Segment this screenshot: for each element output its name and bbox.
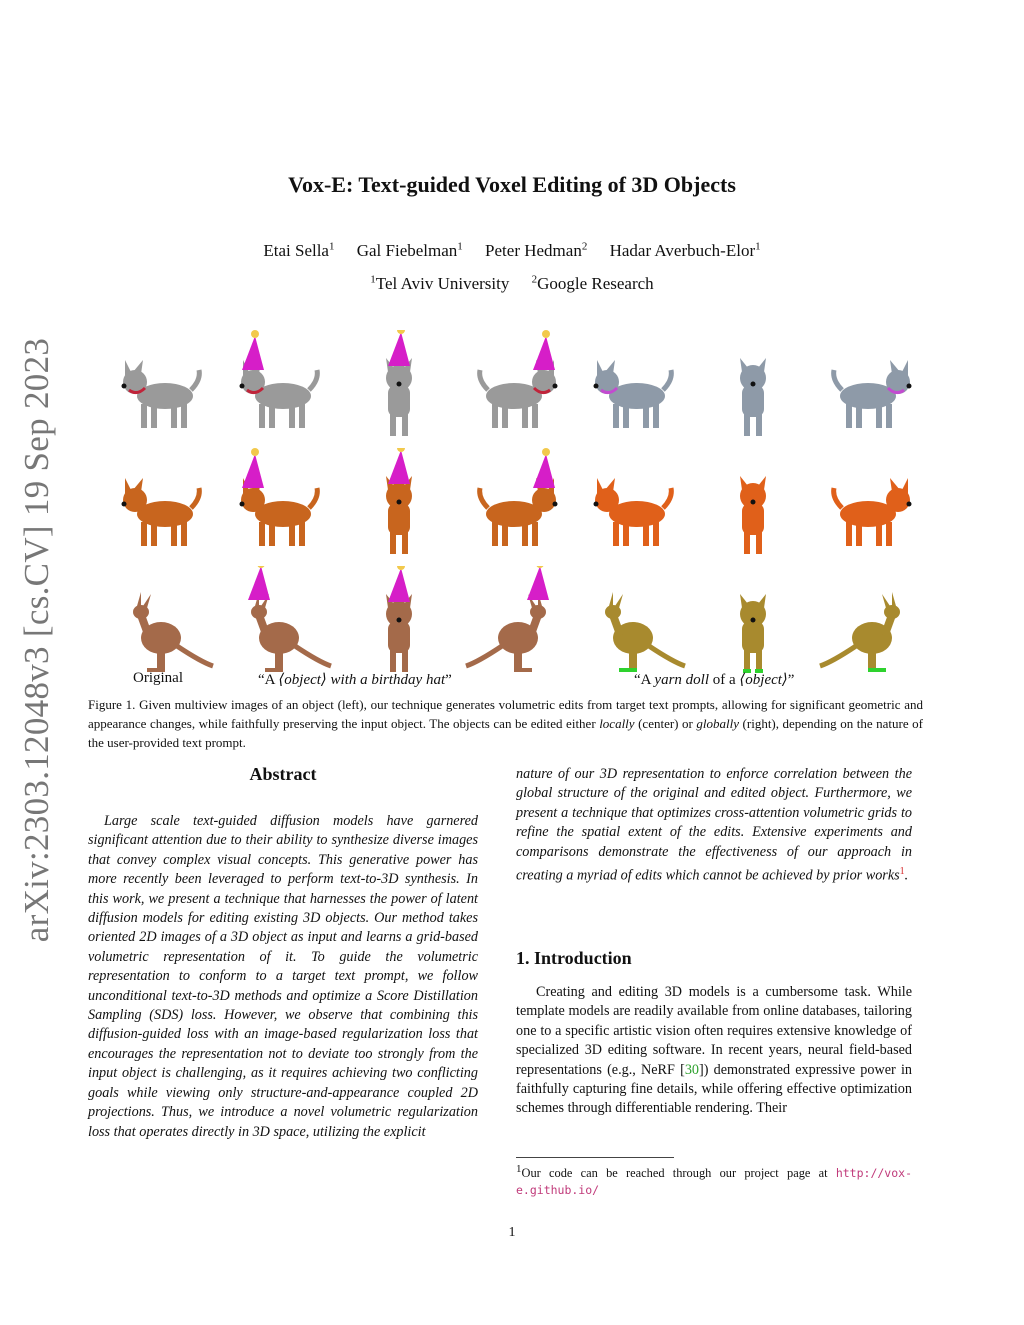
dog-view: [576, 330, 693, 445]
hat-pompom: [536, 566, 544, 568]
cat-render: [480, 448, 558, 546]
dog-render: [594, 360, 672, 428]
leg: [856, 404, 862, 428]
footnote: $^1$Our code can be reached through our project page at http://vox-e.github.io/: [516, 1163, 912, 1198]
author: Gal Fiebelman$^1$: [356, 240, 463, 260]
figure-cell: [694, 330, 811, 445]
tail: [649, 646, 685, 666]
dog-view: [458, 330, 575, 445]
leg: [151, 522, 157, 546]
nose: [751, 382, 756, 387]
kangaroo-view: [576, 566, 693, 681]
kangaroo-view: [458, 566, 575, 681]
leg: [756, 532, 762, 554]
leg: [502, 522, 508, 546]
label-birthday-hat: “A ⟨object⟩ with a birthday hat”: [258, 672, 452, 688]
tail: [663, 370, 671, 390]
leg: [492, 522, 498, 546]
abstract-heading: Abstract: [249, 764, 317, 784]
dog-view: [812, 330, 929, 445]
arxiv-stamp-text: arXiv:2303.12048v3 [cs.CV] 19 Sep 2023: [17, 337, 56, 943]
tail: [191, 370, 199, 390]
ear: [609, 592, 613, 606]
leg: [514, 650, 522, 670]
leg: [390, 650, 396, 672]
leg: [289, 404, 295, 428]
figure-cell: [812, 448, 929, 563]
project-url-link[interactable]: http://vox-e.github.io/: [516, 1166, 912, 1198]
cat-render: [386, 448, 412, 554]
leg: [402, 532, 408, 554]
citation-link[interactable]: 30: [684, 1061, 699, 1078]
leg: [629, 650, 637, 670]
kangaroo-render: [820, 592, 900, 672]
foot: [514, 668, 532, 672]
nose: [240, 384, 245, 389]
nose: [751, 500, 756, 505]
label-yarn-doll: “A yarn doll of a ⟨object⟩”: [634, 672, 795, 688]
leg: [623, 404, 629, 428]
leg: [613, 404, 619, 428]
affiliation-list: [0, 273, 1024, 294]
tail: [663, 488, 671, 508]
leg: [492, 404, 498, 428]
leg: [756, 414, 762, 436]
leg: [181, 522, 187, 546]
tail: [191, 488, 199, 508]
leg: [756, 650, 762, 672]
hat-pompom: [397, 448, 405, 452]
cat-view: [222, 448, 339, 563]
introduction-body: Creating and editing 3D models is a cumbersome task. While template models are readily available from online databases, tailoring one to a specific artistic vision often requires extensive knowledge of specialized 3D editing software. In recent years, neural field-based representations (e.g., NeRF [30]) demonstrated expressive power in faithfully capturing fine details, while offering effective optimization schemes through differentiable rendering. Their: [516, 984, 912, 1117]
birthday-hat: [248, 566, 270, 600]
nose: [751, 618, 756, 623]
figure-cell: [694, 448, 811, 563]
leg: [886, 522, 892, 546]
nose: [594, 384, 599, 389]
nose: [240, 502, 245, 507]
leg: [269, 404, 275, 428]
leg: [299, 404, 305, 428]
tail: [820, 646, 856, 666]
birthday-hat: [527, 566, 549, 600]
leg: [171, 404, 177, 428]
figure-cell: [104, 330, 221, 445]
figure-cell: [340, 330, 457, 445]
cat-view: [458, 448, 575, 563]
figure-cell: [340, 566, 457, 681]
cat-render: [834, 478, 912, 546]
cat-render: [740, 476, 766, 554]
kangaroo-view: [694, 566, 811, 681]
cat-view: [340, 448, 457, 563]
ear: [605, 478, 615, 492]
affiliation: $^2$Google Research: [531, 273, 654, 293]
leg: [269, 522, 275, 546]
leg: [653, 404, 659, 428]
leg: [876, 404, 882, 428]
nose: [553, 502, 558, 507]
leg: [886, 404, 892, 428]
leg: [744, 414, 750, 436]
ear: [605, 360, 615, 374]
figure-cell: [694, 566, 811, 681]
tail: [309, 370, 317, 390]
kangaroo-render: [386, 566, 412, 672]
figure-cell: [576, 566, 693, 681]
leg: [744, 532, 750, 554]
leg: [846, 522, 852, 546]
leg: [623, 522, 629, 546]
figure-cell: [812, 566, 929, 681]
hat-pompom: [397, 566, 405, 570]
cat-render: [594, 478, 672, 546]
figure-cell: [222, 330, 339, 445]
cat-render: [240, 448, 318, 546]
figure-cell: [340, 448, 457, 563]
leg: [532, 522, 538, 546]
author-list: [0, 240, 1024, 261]
birthday-hat: [533, 454, 555, 488]
kangaroo-view: [222, 566, 339, 681]
author: Etai Sella$^1$: [263, 240, 335, 260]
ear: [615, 594, 623, 608]
tail: [480, 370, 488, 390]
dog-view: [694, 330, 811, 445]
kangaroo-view: [812, 566, 929, 681]
ear: [137, 592, 141, 606]
nose: [397, 382, 402, 387]
dog-view: [104, 330, 221, 445]
page-number: 1: [508, 1225, 516, 1240]
cat-view: [576, 448, 693, 563]
leg: [141, 404, 147, 428]
hat-pompom: [542, 330, 550, 338]
paper-title: Vox-E: Text-guided Voxel Editing of 3D Objects: [288, 172, 736, 197]
author: Hadar Averbuch-Elor$^1$: [609, 240, 761, 260]
abstract-continued: nature of our 3D representation to enforce correlation between the global structure of the original and edited object. Furthermore, we present a technique that optimizes cross-attention volumetric grids to refine the spatial extent of the edits. Extensive experiments and comparisons demonstrate the effectiveness of our approach in creating a myriad of edits which cannot be achieved by prior works$^1$.: [516, 766, 912, 884]
birthday-hat: [242, 454, 264, 488]
birthday-hat: [388, 450, 410, 484]
dog-render: [740, 358, 766, 436]
leg: [151, 404, 157, 428]
leg: [402, 650, 408, 672]
leg: [643, 522, 649, 546]
tail: [295, 646, 331, 666]
hat-pompom: [542, 448, 550, 456]
footnote-divider: [516, 1157, 674, 1158]
leg: [157, 650, 165, 670]
dog-render: [480, 330, 558, 428]
nose: [397, 618, 402, 623]
leg: [856, 522, 862, 546]
leg: [259, 404, 265, 428]
dog-view: [340, 330, 457, 445]
leg: [613, 522, 619, 546]
kangaroo-render: [740, 594, 766, 673]
author: Peter Hedman$^2$: [485, 240, 588, 260]
dog-render: [386, 330, 412, 436]
ear: [890, 478, 900, 492]
leg: [402, 414, 408, 436]
birthday-hat: [388, 332, 410, 366]
birthday-hat: [388, 568, 410, 602]
figure-cell: [458, 330, 575, 445]
leg: [171, 522, 177, 546]
figure-1-grid: [104, 330, 924, 675]
tail: [309, 488, 317, 508]
tail: [834, 370, 842, 390]
figure-caption: Figure 1. Given multiview images of an object (left), our technique generates volumetric edits from target text prompts, allowing for significant geometric and appearance changes, while faithfully preserving the input object. The objects can be edited either locally (center) or globally (right), depending on the nature of the user-provided text prompt.: [88, 697, 923, 750]
kangaroo-view: [340, 566, 457, 681]
figure-cell: [104, 566, 221, 681]
kangaroo-render: [466, 566, 549, 672]
figure-cell: [104, 448, 221, 563]
cat-view: [812, 448, 929, 563]
hat-pompom: [257, 566, 265, 568]
footnote-marker[interactable]: 1: [899, 866, 905, 878]
dog-render: [834, 360, 912, 428]
figure-cell: [812, 330, 929, 445]
figure-cell: [222, 448, 339, 563]
hat-pompom: [251, 330, 259, 338]
leg: [876, 522, 882, 546]
cat-view: [694, 448, 811, 563]
figure-cell: [458, 566, 575, 681]
kangaroo-render: [133, 592, 213, 672]
ear: [143, 594, 151, 608]
leg: [868, 650, 876, 670]
leg: [390, 532, 396, 554]
leg: [259, 522, 265, 546]
kangaroo-render: [605, 592, 685, 672]
leg: [275, 650, 283, 670]
leg: [522, 522, 528, 546]
leg: [744, 650, 750, 672]
birthday-hat: [533, 336, 555, 370]
leg: [502, 404, 508, 428]
ear: [133, 360, 143, 374]
figure-cell: [576, 330, 693, 445]
nose: [553, 384, 558, 389]
section-heading-introduction: 1. Introduction: [516, 948, 632, 968]
cat-view: [104, 448, 221, 563]
arxiv-stamp: [0, 310, 74, 970]
ear: [133, 478, 143, 492]
nose: [907, 384, 912, 389]
dog-render: [240, 330, 318, 428]
tail: [834, 488, 842, 508]
nose: [594, 502, 599, 507]
cat-render: [122, 478, 200, 546]
nose: [122, 384, 127, 389]
figure-cell: [222, 566, 339, 681]
birthday-hat: [242, 336, 264, 370]
figure-cell: [576, 448, 693, 563]
figure-cell: [458, 448, 575, 563]
leg: [532, 404, 538, 428]
leg: [846, 404, 852, 428]
leg: [522, 404, 528, 428]
abstract-body: Large scale text-guided diffusion models have garnered significant attention due to their ability to synthesize diverse images that convey complex visual concepts. This generative power has more recently been leveraged to perform text-to-3D synthesis. In this work, we present a technique that harnesses the power of latent diffusion models for editing existing 3D objects. Our method takes oriented 2D images of a 3D object as input and learns a grid-based volumetric representation of it. To guide the volumetric representation to conform to a target text prompt, we follow unconditional text-to-3D methods and optimize a Score Distillation Sampling (SDS) loss. However, we observe that combining this diffusion-guided loss with an image-based regularization loss that encourages the representation not to deviate too strongly from the input object is challenging, as it requires achieving two conflicting goals while viewing only structure-and-appearance coupled 2D projections. Thus, we introduce a novel volumetric regularization loss that operates directly in 3D space, utilizing the explicit: [88, 813, 478, 1140]
hat-pompom: [397, 330, 405, 334]
hat-pompom: [251, 448, 259, 456]
nose: [907, 502, 912, 507]
leg: [181, 404, 187, 428]
leg: [299, 522, 305, 546]
ear: [882, 594, 890, 608]
ear: [892, 592, 896, 606]
label-original: Original: [133, 670, 183, 686]
kangaroo-render: [248, 566, 331, 672]
affiliation: $^1$Tel Aviv University: [370, 273, 510, 293]
dog-view: [222, 330, 339, 445]
nose: [397, 500, 402, 505]
nose: [122, 502, 127, 507]
tail: [177, 646, 213, 666]
dog-render: [122, 360, 200, 428]
kangaroo-view: [104, 566, 221, 681]
foot: [868, 668, 886, 672]
tail: [480, 488, 488, 508]
leg: [643, 404, 649, 428]
leg: [653, 522, 659, 546]
leg: [289, 522, 295, 546]
leg: [390, 414, 396, 436]
ear: [890, 360, 900, 374]
tail: [466, 646, 502, 666]
leg: [141, 522, 147, 546]
